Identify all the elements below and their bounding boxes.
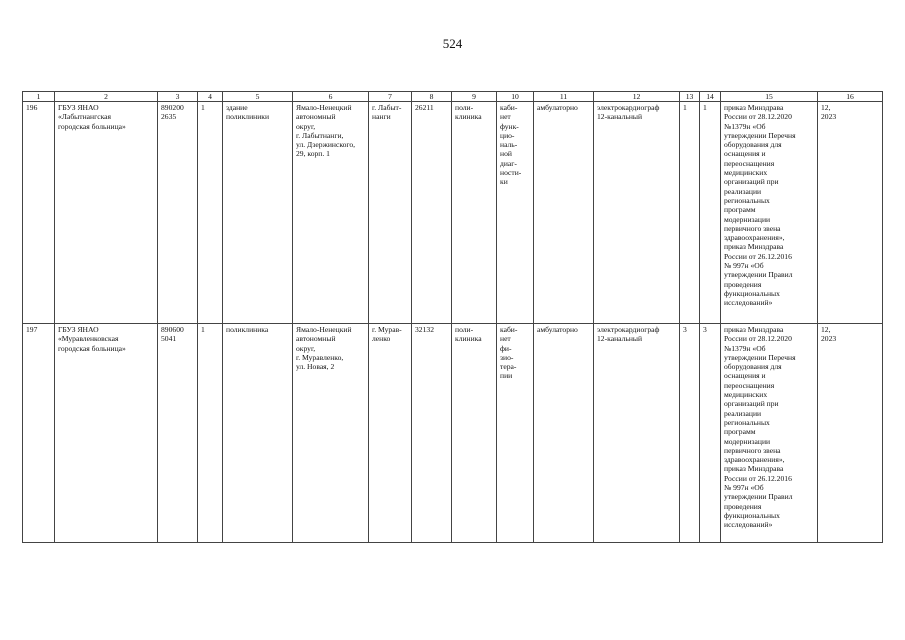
table-cell: 1: [198, 102, 223, 324]
room-cell: каби- нет функ- цио- наль- ной диаг- ности- ки: [497, 102, 534, 324]
code-cell: 890600 5041: [158, 324, 198, 543]
unit-cell: поли- клиника: [452, 102, 497, 324]
column-header: 5: [223, 92, 293, 102]
column-header: 4: [198, 92, 223, 102]
table-cell: 26211: [412, 102, 452, 324]
care-type-cell: амбулаторно: [534, 102, 594, 324]
address-cell: Ямало-Ненецкий автономный округ, г. Муравленко, ул. Новая, 2: [293, 324, 369, 543]
table-row: [23, 102, 883, 324]
table-row: [23, 324, 883, 543]
organization-cell: ГБУЗ ЯНАО «Лабытнангская городская больница»: [55, 102, 158, 324]
quantity-cell: 1: [700, 102, 721, 324]
header-row: [23, 92, 883, 102]
column-header: 10: [497, 92, 534, 102]
column-header: 6: [293, 92, 369, 102]
code-cell: 890200 2635: [158, 102, 198, 324]
row-number-cell: 197: [23, 324, 55, 543]
document-table: [22, 91, 883, 543]
quantity-cell: 3: [700, 324, 721, 543]
row-number-cell: 196: [23, 102, 55, 324]
room-cell: каби- нет фи- зио- тера- пии: [497, 324, 534, 543]
table-cell: 32132: [412, 324, 452, 543]
column-header: 16: [818, 92, 883, 102]
organization-cell: ГБУЗ ЯНАО «Муравленковская городская больница»: [55, 324, 158, 543]
column-header: 3: [158, 92, 198, 102]
column-header: 14: [700, 92, 721, 102]
quantity-cell: 1: [680, 102, 700, 324]
city-cell: г. Мурав- ленко: [369, 324, 412, 543]
city-cell: г. Лабыт- нанги: [369, 102, 412, 324]
column-header: 7: [369, 92, 412, 102]
column-header: 9: [452, 92, 497, 102]
column-header: 2: [55, 92, 158, 102]
column-header: 11: [534, 92, 594, 102]
care-type-cell: амбулаторно: [534, 324, 594, 543]
page-number: 524: [442, 36, 463, 51]
column-header: 12: [594, 92, 680, 102]
date-cell: 12, 2023: [818, 102, 883, 324]
table-cell: 1: [198, 324, 223, 543]
unit-cell: поли- клиника: [452, 324, 497, 543]
column-header: 13: [680, 92, 700, 102]
column-header: 15: [721, 92, 818, 102]
equipment-cell: электрокардиограф 12-канальный: [594, 324, 680, 543]
column-header: 8: [412, 92, 452, 102]
building-cell: поликлиника: [223, 324, 293, 543]
regulation-cell: приказ Минздрава России от 28.12.2020 №1379н «Об утверждении Перечня оборудования для оснащения и переоснащения медицинских организаций при реализации региональных программ модернизации первичного звена здравоохранения», приказ Минздрава России от 26.12.2016 № 997н «Об утверждении Правил проведения функциональных исследований»: [721, 102, 818, 324]
quantity-cell: 3: [680, 324, 700, 543]
date-cell: 12, 2023: [818, 324, 883, 543]
column-header: 1: [23, 92, 55, 102]
address-cell: Ямало-Ненецкий автономный округ, г. Лабытнанги, ул. Дзержинского, 29, корп. 1: [293, 102, 369, 324]
equipment-cell: электрокардиограф 12-канальный: [594, 102, 680, 324]
regulation-cell: приказ Минздрава России от 28.12.2020 №1379н «Об утверждении Перечня оборудования для оснащения и переоснащения медицинских организаций при реализации региональных программ модернизации первичного звена здравоохранения», приказ Минздрава России от 26.12.2016 № 997н «Об утверждении Правил проведения функциональных исследований»: [721, 324, 818, 543]
building-cell: здание поликлиники: [223, 102, 293, 324]
